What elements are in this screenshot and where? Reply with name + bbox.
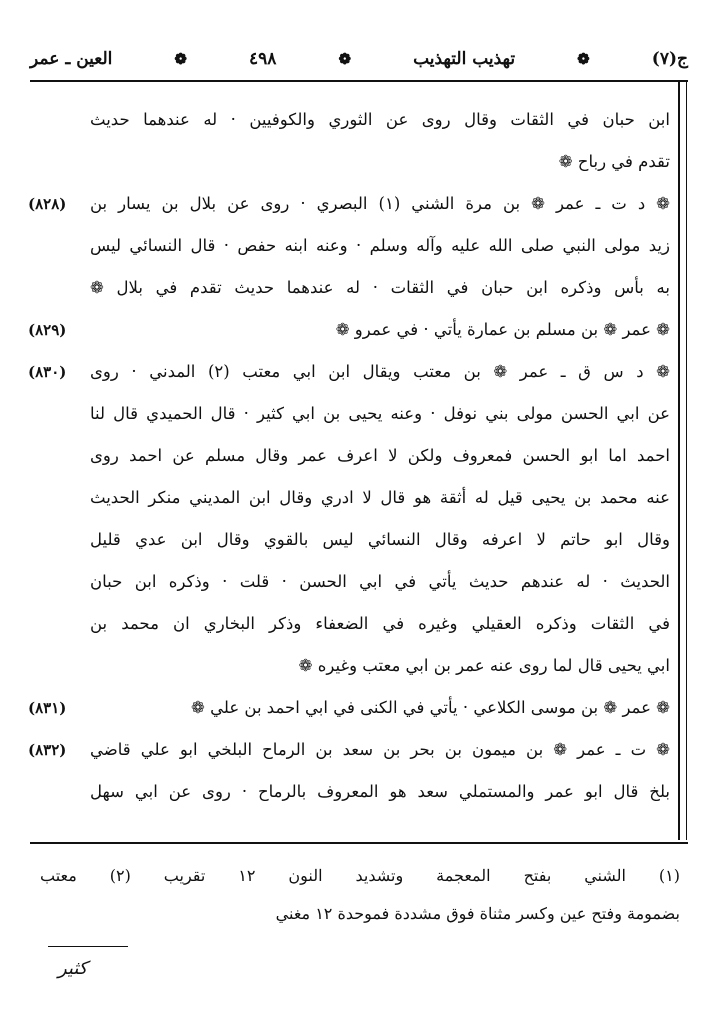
header-page-number: ٤٩٨ (249, 49, 277, 69)
entry-number: (٨٣٠) (28, 363, 67, 381)
text-line: ❁ د ت ـ عمر ❁ بن مرة الشني (١) البصري · روى عن بلال بن يسار بن (90, 194, 670, 213)
text-line: به بأس وذكره ابن حبان في الثقات · له عندهما حديث تقدم في بلال ❁ (90, 278, 670, 297)
text-line: احمد اما ابو الحسن فمعروف ولكن لا اعرف عمر وقال مسلم عن احمد روى (90, 446, 670, 465)
footnote-line: بضمومة وفتح عين وكسر مثناة فوق مشددة فموحدة ١٢ مغني (275, 904, 680, 923)
catchword-rule (48, 946, 128, 947)
text-line: ❁ عمر ❁ بن مسلم بن عمارة يأتي · في عمرو ❁ (335, 320, 670, 339)
text-line: عن ابي الحسن مولى بني نوفل · وعنه يحيى بن ابي كثير · قال الحميدي قال لنا (90, 404, 670, 423)
text-line: ❁ ت ـ عمر ❁ بن ميمون بن بحر بن سعد بن الرماح البلخي ابو علي قاضي (90, 740, 670, 759)
header-section: العين ـ عمر (30, 49, 113, 69)
text-line: ❁ د س ق ـ عمر ❁ بن معتب ويقال ابن ابي معتب (٢) المدني · روى (90, 362, 670, 381)
entry-number: (٨٢٨) (28, 195, 67, 213)
text-line: في الثقات وذكره العقيلي وغيره في الضعفاء وذكر البخاري ان محمد بن (90, 614, 670, 633)
margin-rule (678, 80, 680, 840)
header-volume: ج(٧) (651, 49, 688, 69)
text-line: ابن حبان في الثقات وقال روى عن الثوري والكوفيين · له عندهما حديث (90, 110, 670, 129)
text-line: زيد مولى النبي صلى الله عليه وآله وسلم · وعنه ابنه حفص · قال النسائي ليس (90, 236, 670, 255)
header-title: تهذيب التهذيب (413, 49, 516, 69)
text-line: تقدم في رباح ❁ (558, 152, 670, 171)
text-line: عنه محمد بن يحيى قيل له أثقة هو قال لا ادري وقال ابن المديني منكر الحديث (90, 488, 670, 507)
entry-number: (٨٣١) (28, 699, 67, 717)
text-line: ابي يحيى قال لما روى عنه عمر بن ابي معتب وغيره ❁ (298, 656, 670, 675)
catchword: كثير (58, 958, 88, 979)
header-ornament: ❁ (338, 50, 352, 68)
text-line: ❁ عمر ❁ بن موسى الكلاعي · يأتي في الكنى في ابي احمد بن علي ❁ (191, 698, 670, 717)
entry-number: (٨٢٩) (28, 321, 67, 339)
footnote-rule (30, 842, 688, 844)
entry-number: (٨٣٢) (28, 741, 67, 759)
text-line: بلخ قال ابو عمر والمستملي سعد هو المعروف بالرماح · روى عن ابي سهل (90, 782, 670, 801)
text-line: وقال ابو حاتم لا اعرفه وقال النسائي ليس بالقوي وقال ابن عدي قليل (90, 530, 670, 549)
header-ornament: ❁ (577, 50, 590, 68)
header-rule (30, 80, 688, 82)
page-header (30, 42, 688, 76)
margin-rule (686, 80, 687, 840)
footnote-line: (١) الشني بفتح المعجمة وتشديد النون ١٢ تقريب (٢) معتب (40, 866, 680, 885)
text-line: الحديث · له عندهم حديث يأتي في ابي الحسن · قلت · وذكره ابن حبان (90, 572, 670, 591)
header-ornament: ❁ (174, 50, 187, 68)
